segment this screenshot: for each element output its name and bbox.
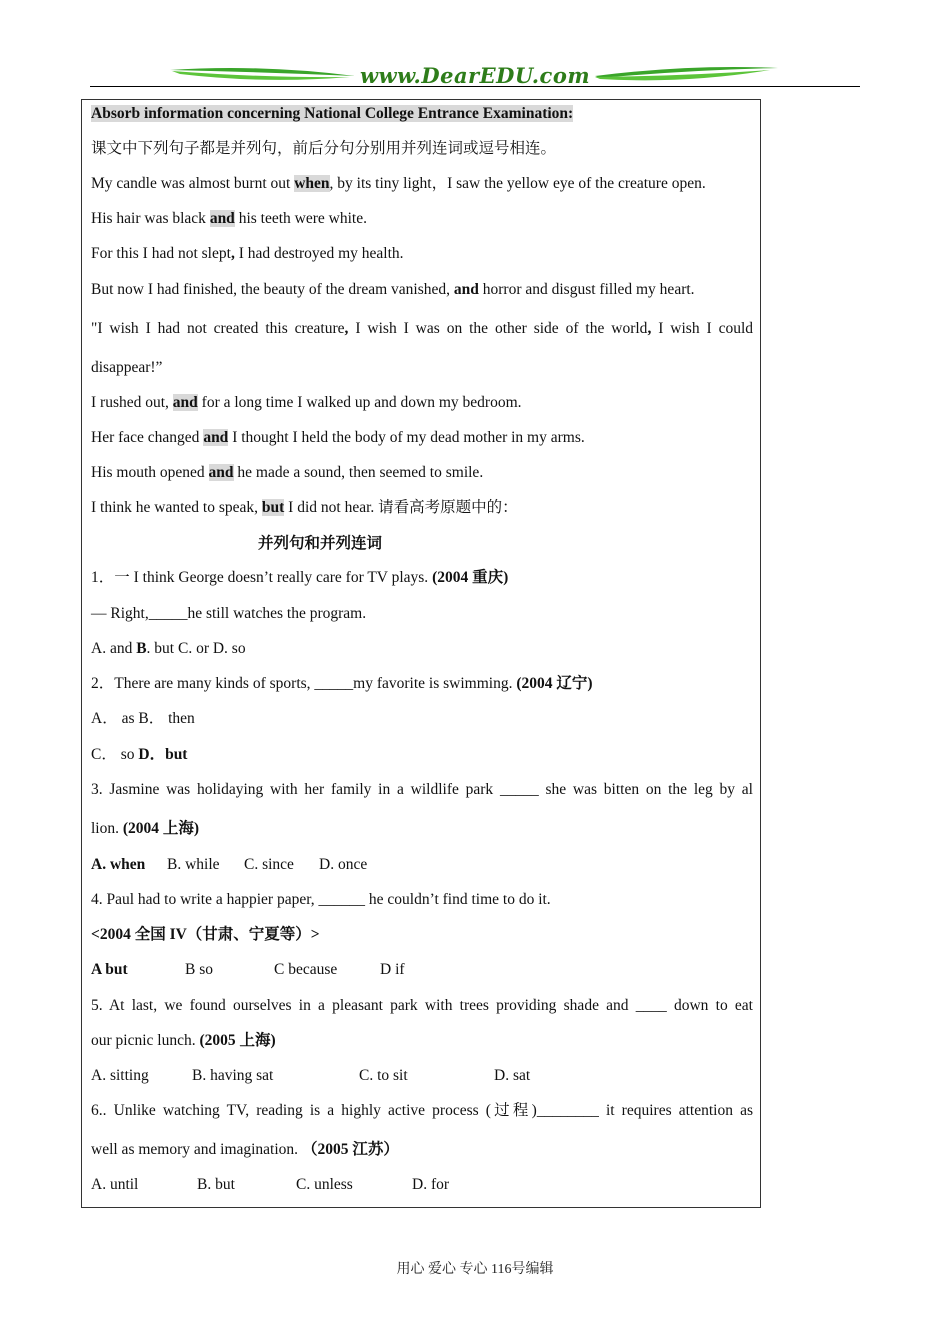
question-5-options: A. sitting B. having sat C. to sit D. sat	[91, 1067, 531, 1084]
question-1: 1．一 I think George doesn’t really care for TV plays. (2004 重庆)	[91, 569, 509, 586]
question-4: 4. Paul had to write a happier paper, ______ he couldn’t find time to do it.	[91, 891, 551, 908]
question-4-source: <2004 全国 IV（甘肃、宁夏等）>	[91, 926, 320, 943]
question-6-options: A. until B. but C. unless D. for	[91, 1176, 450, 1193]
question-5-line2: our picnic lunch. (2005 上海)	[91, 1032, 276, 1049]
question-3-options: A. when B. while C. since D. once	[91, 856, 368, 873]
sentence-8: His mouth opened and he made a sound, then seemed to smile.	[91, 464, 484, 481]
question-3: 3. Jasmine was holidaying with her family in a wildlife park _____ she was bitten on the leg by al	[91, 781, 753, 798]
page-footer: 用心 爱心 专心 116号编辑	[396, 1262, 554, 1277]
question-3-line2: lion. (2004 上海)	[91, 820, 200, 837]
question-1-options: A. and B. but C. or D. so	[91, 640, 246, 657]
sentence-4: But now I had finished, the beauty of the dream vanished, and horror and disgust filled my heart.	[91, 281, 695, 298]
sentence-1: My candle was almost burnt out when, by its tiny light，I saw the yellow eye of the creature open.	[91, 175, 706, 192]
sentence-6: I rushed out, and for a long time I walked up and down my bedroom.	[91, 394, 522, 411]
question-2-options-1: A． as B． then	[91, 710, 195, 727]
question-2: 2．There are many kinds of sports, _____my favorite is swimming. (2004 辽宁)	[91, 675, 593, 692]
intro-heading: Absorb information concerning National College Entrance Examination:	[91, 105, 574, 122]
question-4-options: A but B so C because D if	[91, 961, 405, 978]
question-5: 5. At last, we found ourselves in a pleasant park with trees providing shade and ____ down to eat	[91, 997, 753, 1014]
sentence-5: "I wish I had not created this creature, I wish I was on the other side of the world, I wish I could	[91, 320, 754, 337]
section-title: 并列句和并列连词	[258, 535, 383, 552]
sentence-2: His hair was black and his teeth were white.	[91, 210, 367, 227]
sentence-9: I think he wanted to speak, but I did not hear. 请看高考原题中的：	[91, 499, 518, 516]
question-2-options-2: C． so D．but	[91, 746, 188, 763]
sentence-7: Her face changed and I thought I held the body of my dead mother in my arms.	[91, 429, 585, 446]
sentence-3: For this I had not slept, I had destroyed my health.	[91, 245, 404, 262]
question-1-line2: — Right,_____he still watches the program.	[91, 605, 367, 622]
header-rule	[90, 86, 860, 87]
site-logo	[170, 62, 780, 92]
question-6: 6.. Unlike watching TV, reading is a highly active process (过程)________ it requires attention as	[91, 1102, 753, 1119]
logo-text: www.DearEDU.com	[359, 63, 591, 88]
question-6-line2: well as memory and imagination. （2005 江苏）	[91, 1141, 399, 1158]
intro-note: 课文中下列句子都是并列句，前后分句分别用并列连词或逗号相连。	[91, 140, 557, 157]
sentence-5-cont: disappear!”	[91, 359, 163, 376]
